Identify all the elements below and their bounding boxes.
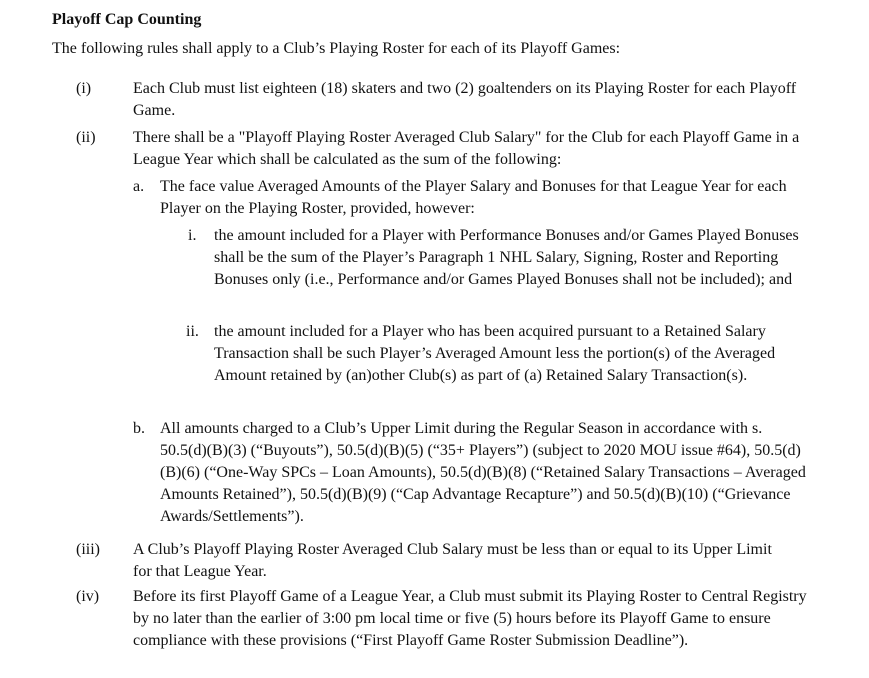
list-text-ii-a-ii: the amount included for a Player who has been acquired pursuant to a Retained Salary Transaction shall be such Player’s Averaged Amount less the portion(s) of the Averaged Amount retained by (an)other Club(s) as part of (a) Retained Salary Transaction(s). (214, 323, 776, 384)
list-text-ii-a: The face value Averaged Amounts of the Player Salary and Bonuses for that League Year for each Player on the Playing Roster, provided, however: (160, 178, 787, 217)
list-marker-ii-a-ii: ii. (186, 323, 199, 340)
list-text-i: Each Club must list eighteen (18) skaters and two (2) goaltenders on its Playing Roster for each Playoff Game. (133, 80, 797, 119)
list-marker-ii-a: a. (133, 178, 145, 195)
list-marker-ii: (ii) (76, 129, 96, 146)
list-marker-i: (i) (76, 80, 92, 97)
list-text-ii: There shall be a "Playoff Playing Roster Averaged Club Salary" for the Club for each Playoff Game in a League Year which shall be calculated as the sum of the following: (133, 129, 800, 168)
list-marker-ii-b: b. (133, 420, 145, 437)
list-text-iii: A Club’s Playoff Playing Roster Averaged Club Salary must be less than or equal to its Upper Limit for that League Year. (133, 541, 772, 580)
list-text-ii-b: All amounts charged to a Club’s Upper Limit during the Regular Season in accordance with s. 50.5(d)(B)(3) (“Buyouts”), 50.5(d)(B)(5) (“35+ Players”) (subject to 2020 MOU issue #64), 50.5(d)(B)(6) (“One-Way SPCs – Loan Amounts), 50.5(d)(B)(8) (“Retained Salary Transactions – Averaged Amounts Retained”), 50.5(d)(B)(9) (“Cap Advantage Recapture”) and 50.5(d)(B)(10) (“Grievance Awards/Settlements”). (160, 420, 806, 525)
list-marker-ii-a-i: i. (188, 227, 197, 244)
list-text-ii-a-i: the amount included for a Player with Performance Bonuses and/or Games Played Bonuses shall be the sum of the Player’s Paragraph 1 NHL Salary, Signing, Roster and Reporting Bonuses only (i.e., Performance and/or Games Played Bonuses shall not be included); and (214, 227, 799, 288)
section-heading: Playoff Cap Counting (52, 11, 202, 28)
list-marker-iv: (iv) (76, 588, 100, 605)
list-text-iv: Before its first Playoff Game of a League Year, a Club must submit its Playing Roster to Central Registry by no later than the earlier of 3:00 pm local time or five (5) hours before its Playoff Game to ensure compliance with these provisions (“First Playoff Game Roster Submission Deadline”). (133, 588, 807, 649)
intro-paragraph: The following rules shall apply to a Club’s Playing Roster for each of its Playoff Games: (52, 40, 621, 57)
list-marker-iii: (iii) (76, 541, 100, 558)
